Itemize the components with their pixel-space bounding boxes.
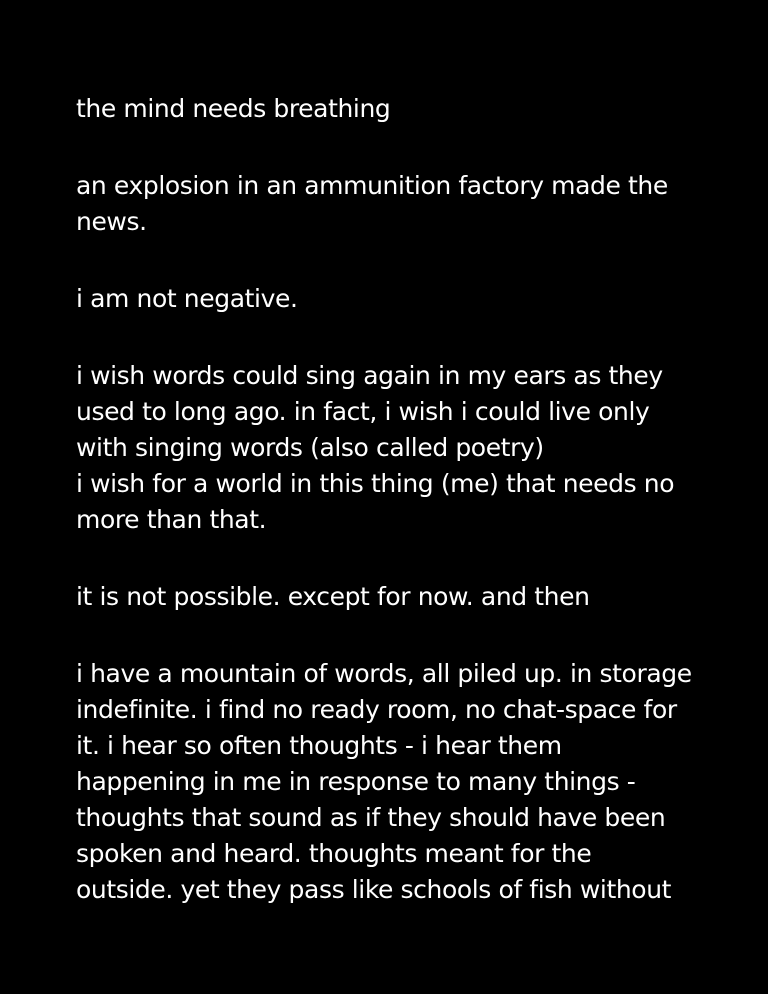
text-line: outside. yet they pass like schools of fish without: [76, 875, 672, 904]
text-line: news.: [76, 207, 147, 236]
text-line: more than that.: [76, 505, 267, 534]
text-line: it is not possible. except for now. and then: [76, 582, 590, 611]
paragraph-mountain-of-words: [76, 656, 728, 908]
paragraph-title: [76, 91, 728, 127]
paragraph-gap: [76, 317, 728, 358]
text-line: an explosion in an ammunition factory made the: [76, 171, 668, 200]
text-line: happening in me in response to many things -: [76, 767, 636, 796]
paragraph-explosion: [76, 168, 728, 240]
paragraph-singing-words: [76, 358, 728, 538]
paragraph-gap: [76, 127, 728, 168]
text-line: i wish for a world in this thing (me) that needs no: [76, 469, 675, 498]
paragraph-gap: [76, 615, 728, 656]
paragraph-gap: [76, 240, 728, 281]
text-line: the mind needs breathing: [76, 94, 391, 123]
text-line: i have a mountain of words, all piled up. in storage: [76, 659, 692, 688]
paragraph-gap: [76, 538, 728, 579]
text-line: i wish words could sing again in my ears as they: [76, 361, 663, 390]
paragraph-not-possible: [76, 579, 728, 615]
text-line: used to long ago. in fact, i wish i could live only: [76, 397, 650, 426]
text-line: spoken and heard. thoughts meant for the: [76, 839, 592, 868]
text-line: i am not negative.: [76, 284, 298, 313]
text-line: it. i hear so often thoughts - i hear them: [76, 731, 562, 760]
text-line: with singing words (also called poetry): [76, 433, 544, 462]
text-line: thoughts that sound as if they should have been: [76, 803, 666, 832]
paragraph-not-negative: [76, 281, 728, 317]
text-line: indefinite. i find no ready room, no chat-space for: [76, 695, 677, 724]
